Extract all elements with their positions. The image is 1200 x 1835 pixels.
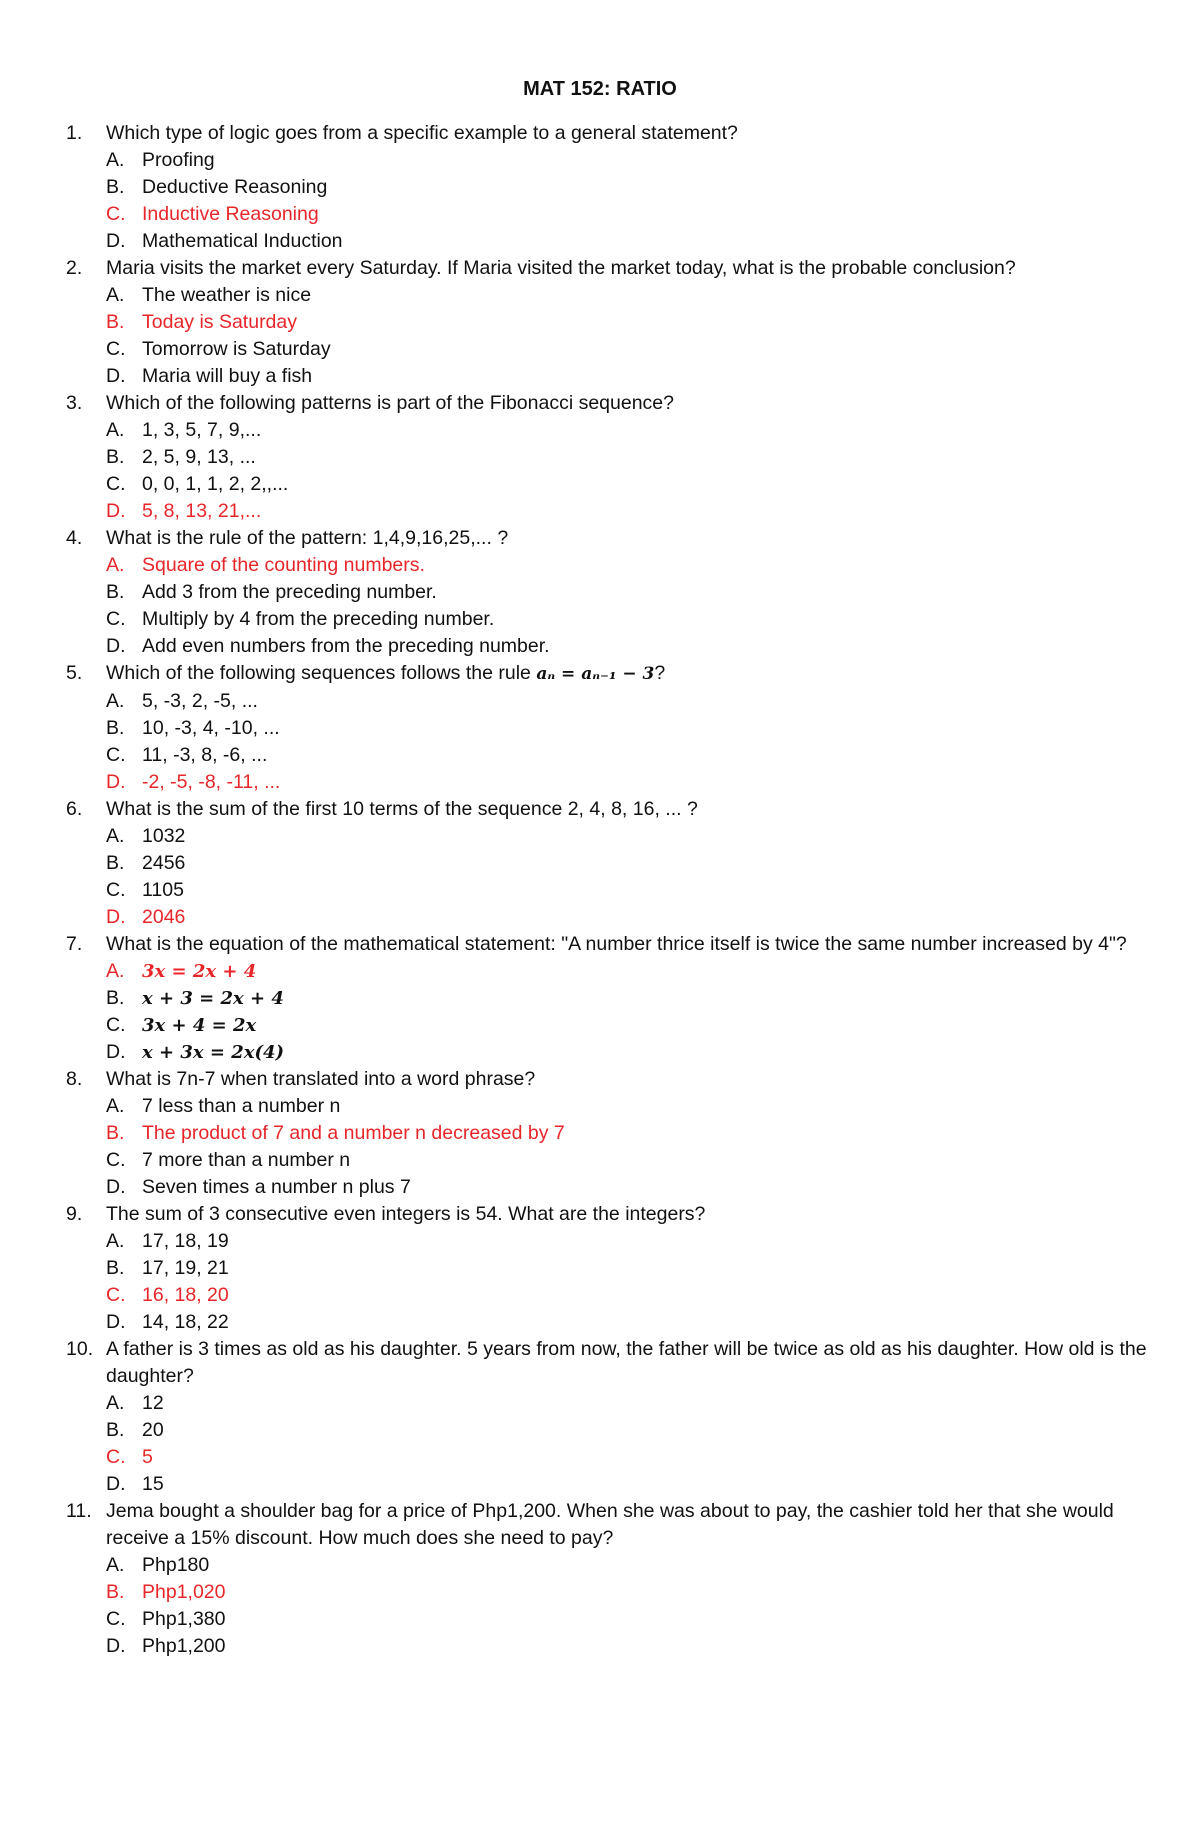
option-letter: D. (106, 635, 126, 657)
option-text: Php1,380 (142, 1608, 226, 1630)
question-text (106, 390, 1156, 417)
option-text: x + 3x = 2x(4) (142, 1042, 285, 1063)
option-text: Seven times a number n plus 7 (142, 1176, 411, 1198)
option-letter: A. (106, 1392, 125, 1414)
answer-option (66, 228, 1156, 255)
option-text: 15 (142, 1473, 164, 1495)
question-number: 8. (66, 1068, 83, 1090)
answer-option (66, 417, 1156, 444)
question-item (66, 1201, 1156, 1336)
question-text-main: What is the equation of the mathematical statement: "A number thrice itself is twice the same number increased by 4"? (106, 933, 1127, 955)
question-item (66, 1066, 1156, 1201)
option-text: 7 more than a number n (142, 1149, 351, 1171)
option-letter: A. (106, 825, 125, 847)
answer-option-correct (66, 498, 1156, 525)
answer-option-correct (66, 1120, 1156, 1147)
option-letter: B. (106, 581, 125, 603)
answer-option-correct (66, 1579, 1156, 1606)
option-letter: D. (106, 1473, 126, 1495)
option-letter: B. (106, 1419, 125, 1441)
option-text: Today is Saturday (142, 311, 298, 333)
option-text: 2046 (142, 906, 186, 928)
question-line (66, 796, 1156, 823)
answer-option (66, 1390, 1156, 1417)
question-text (106, 1201, 1156, 1228)
option-text: Multiply by 4 from the preceding number. (142, 608, 495, 630)
question-number: 3. (66, 392, 83, 414)
question-text (106, 255, 1156, 282)
option-letter: A. (106, 554, 125, 576)
answer-option (66, 823, 1156, 850)
question-number: 11. (66, 1500, 92, 1522)
question-line (66, 1066, 1156, 1093)
question-line (66, 525, 1156, 552)
option-letter: D. (106, 365, 126, 387)
question-item (66, 1336, 1156, 1498)
question-number: 7. (66, 933, 83, 955)
option-letter: A. (106, 284, 125, 306)
answer-option (66, 1471, 1156, 1498)
option-letter: A. (106, 149, 125, 171)
answer-option-correct (66, 769, 1156, 796)
question-item (66, 931, 1156, 1066)
question-text-main: What is the rule of the pattern: 1,4,9,16,25,... ? (106, 527, 509, 549)
answer-option-correct (66, 958, 1156, 985)
answer-option-correct (66, 1444, 1156, 1471)
question-text (106, 1066, 1156, 1093)
option-letter: B. (106, 176, 125, 198)
question-number: 10. (66, 1338, 94, 1360)
answer-option (66, 1606, 1156, 1633)
option-letter: D. (106, 500, 126, 522)
answer-option (66, 282, 1156, 309)
option-text: Add 3 from the preceding number. (142, 581, 437, 603)
answer-option (66, 363, 1156, 390)
option-text: 2, 5, 9, 13, ... (142, 446, 256, 468)
option-text: 1032 (142, 825, 186, 847)
question-item (66, 525, 1156, 660)
answer-option (66, 579, 1156, 606)
question-math: aₙ = aₙ₋₁ − 3 (536, 664, 655, 684)
answer-option-correct (66, 904, 1156, 931)
option-text: 5, -3, 2, -5, ... (142, 690, 258, 712)
option-text: Square of the counting numbers. (142, 554, 425, 576)
answer-option-correct (66, 201, 1156, 228)
option-text: 16, 18, 20 (142, 1284, 229, 1306)
option-text: 5, 8, 13, 21,... (142, 500, 262, 522)
option-letter: C. (106, 1284, 126, 1306)
answer-option (66, 1633, 1156, 1660)
option-text: 1, 3, 5, 7, 9,... (142, 419, 262, 441)
question-line (66, 1336, 1156, 1390)
option-text: The product of 7 and a number n decreased by 7 (142, 1122, 565, 1144)
question-text-after: ? (654, 662, 666, 684)
option-letter: A. (106, 1095, 125, 1117)
answer-option-correct (66, 1282, 1156, 1309)
answer-option (66, 174, 1156, 201)
option-text: 10, -3, 4, -10, ... (142, 717, 280, 739)
answer-option (66, 715, 1156, 742)
answer-option (66, 147, 1156, 174)
option-text: Proofing (142, 149, 215, 171)
question-text-main: What is 7n-7 when translated into a word phrase? (106, 1068, 536, 1090)
option-text: -2, -5, -8, -11, ... (142, 771, 281, 793)
option-text: Deductive Reasoning (142, 176, 328, 198)
option-letter: D. (106, 230, 126, 252)
question-text (106, 931, 1156, 958)
question-text-main: The sum of 3 consecutive even integers is 54. What are the integers? (106, 1203, 706, 1225)
question-number: 6. (66, 798, 83, 820)
answer-option (66, 850, 1156, 877)
question-number: 2. (66, 257, 83, 279)
option-letter: D. (106, 906, 126, 928)
question-text-main: What is the sum of the first 10 terms of the sequence 2, 4, 8, 16, ... ? (106, 798, 698, 820)
question-number: 9. (66, 1203, 83, 1225)
answer-option (66, 985, 1156, 1012)
option-letter: B. (106, 311, 125, 333)
question-line (66, 931, 1156, 958)
question-text (106, 120, 1156, 147)
question-item (66, 796, 1156, 931)
option-text: Php1,200 (142, 1635, 226, 1657)
answer-option (66, 336, 1156, 363)
answer-option (66, 1147, 1156, 1174)
answer-option (66, 1255, 1156, 1282)
question-item (66, 120, 1156, 255)
option-text: The weather is nice (142, 284, 312, 306)
option-letter: C. (106, 338, 126, 360)
option-letter: B. (106, 1257, 125, 1279)
option-text: Add even numbers from the preceding number. (142, 635, 550, 657)
question-text (106, 525, 1156, 552)
question-text-main: A father is 3 times as old as his daughter. 5 years from now, the father will be twice as old as his daughter. How old is the daughter? (106, 1338, 1147, 1387)
answer-option (66, 1552, 1156, 1579)
option-letter: B. (106, 1581, 125, 1603)
option-letter: B. (106, 1122, 125, 1144)
option-text: 17, 19, 21 (142, 1257, 229, 1279)
question-number: 5. (66, 662, 83, 684)
question-text (106, 796, 1156, 823)
option-text: 20 (142, 1419, 164, 1441)
question-line (66, 660, 1156, 688)
option-letter: C. (106, 879, 126, 901)
option-text: 0, 0, 1, 1, 2, 2,,... (142, 473, 289, 495)
question-item (66, 255, 1156, 390)
option-text: Inductive Reasoning (142, 203, 319, 225)
option-text: Php1,020 (142, 1581, 226, 1603)
option-text: 3x + 4 = 2x (142, 1015, 257, 1036)
question-item (66, 660, 1156, 796)
answer-option (66, 742, 1156, 769)
option-text: x + 3 = 2x + 4 (142, 988, 284, 1009)
question-list (66, 120, 1156, 1660)
option-letter: A. (106, 690, 125, 712)
option-letter: A. (106, 960, 125, 982)
option-letter: C. (106, 1446, 126, 1468)
answer-option-correct (66, 309, 1156, 336)
option-letter: D. (106, 1041, 126, 1063)
question-text-main: Jema bought a shoulder bag for a price of Php1,200. When she was about to pay, the cashier told her that she would receive a 15% discount. How much does she need to pay? (106, 1500, 1114, 1549)
question-item (66, 1498, 1156, 1660)
answer-option (66, 1228, 1156, 1255)
option-letter: A. (106, 419, 125, 441)
option-text: 14, 18, 22 (142, 1311, 229, 1333)
option-letter: D. (106, 1311, 126, 1333)
answer-option (66, 1174, 1156, 1201)
question-line (66, 1498, 1156, 1552)
page-title: MAT 152: RATIO (523, 78, 677, 100)
option-text: Mathematical Induction (142, 230, 343, 252)
option-text: 5 (142, 1446, 153, 1468)
option-letter: B. (106, 717, 125, 739)
option-text: 12 (142, 1392, 164, 1414)
option-letter: D. (106, 1176, 126, 1198)
option-letter: B. (106, 987, 125, 1009)
answer-option (66, 1039, 1156, 1066)
answer-option (66, 471, 1156, 498)
question-text (106, 660, 1156, 688)
question-number: 4. (66, 527, 83, 549)
option-letter: D. (106, 771, 126, 793)
option-text: 2456 (142, 852, 186, 874)
question-text-main: Maria visits the market every Saturday. If Maria visited the market today, what is the probable conclusion? (106, 257, 1016, 279)
answer-option (66, 1309, 1156, 1336)
option-letter: C. (106, 473, 126, 495)
option-text: Php180 (142, 1554, 210, 1576)
answer-option (66, 444, 1156, 471)
question-line (66, 1201, 1156, 1228)
question-text-main: Which type of logic goes from a specific example to a general statement? (106, 122, 738, 144)
answer-option (66, 1012, 1156, 1039)
question-item (66, 390, 1156, 525)
answer-option (66, 1417, 1156, 1444)
option-letter: D. (106, 1635, 126, 1657)
option-letter: C. (106, 1014, 126, 1036)
option-letter: C. (106, 744, 126, 766)
question-text (106, 1336, 1156, 1390)
option-letter: C. (106, 1608, 126, 1630)
answer-option (66, 633, 1156, 660)
question-line (66, 255, 1156, 282)
option-letter: A. (106, 1230, 125, 1252)
question-line (66, 120, 1156, 147)
question-line (66, 390, 1156, 417)
answer-option (66, 877, 1156, 904)
option-text: 7 less than a number n (142, 1095, 341, 1117)
question-text (106, 1498, 1156, 1552)
answer-option-correct (66, 552, 1156, 579)
option-letter: C. (106, 1149, 126, 1171)
option-letter: B. (106, 852, 125, 874)
option-letter: C. (106, 203, 126, 225)
question-text-main: Which of the following sequences follows the rule (106, 662, 531, 684)
answer-option (66, 1093, 1156, 1120)
option-text: 17, 18, 19 (142, 1230, 229, 1252)
option-text: 1105 (142, 879, 184, 901)
option-text: 11, -3, 8, -6, ... (142, 744, 268, 766)
option-text: Maria will buy a fish (142, 365, 313, 387)
question-text-main: Which of the following patterns is part of the Fibonacci sequence? (106, 392, 674, 414)
answer-option (66, 606, 1156, 633)
option-text: Tomorrow is Saturday (142, 338, 331, 360)
answer-option (66, 688, 1156, 715)
option-letter: A. (106, 1554, 125, 1576)
question-number: 1. (66, 122, 83, 144)
option-letter: C. (106, 608, 126, 630)
option-text: 3x = 2x + 4 (142, 961, 257, 982)
option-letter: B. (106, 446, 125, 468)
